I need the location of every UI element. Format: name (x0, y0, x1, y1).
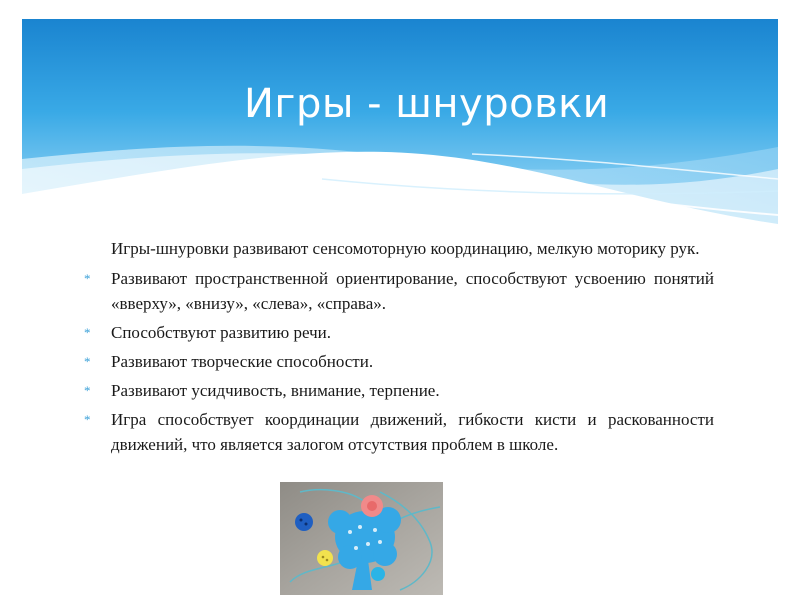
bullet-icon: * (84, 271, 91, 286)
slide-title: Игры - шнуровки (244, 81, 610, 127)
list-item (84, 266, 714, 316)
bullet-list (84, 266, 714, 457)
list-item (84, 407, 714, 457)
list-item-text: Развивают творческие способности. (111, 352, 374, 371)
bullet-icon: * (84, 383, 91, 398)
lacing-toy-photo (280, 482, 443, 595)
intro-paragraph: Игры-шнуровки развивают сенсомоторную координацию, мелкую моторику рук. (111, 239, 700, 258)
list-item-text: Развивают пространственной ориентирование, способствуют усвоению понятий «вверху», «внизу», «слева», «справа». (111, 269, 714, 313)
list-item-text: Развивают усидчивость, внимание, терпение. (111, 381, 440, 400)
bullet-icon: * (84, 354, 91, 369)
bullet-icon: * (84, 412, 91, 427)
list-item-text: Способствуют развитию речи. (111, 323, 332, 342)
bullet-icon: * (84, 325, 91, 340)
list-item (84, 378, 714, 403)
list-item (84, 349, 714, 374)
list-item-text: Игра способствует координации движений, гибкости кисти и раскованности движений, что является залогом отсутствия проблем в школе. (111, 410, 714, 454)
list-item (84, 320, 714, 345)
content-body (84, 236, 714, 461)
header-banner (22, 19, 778, 224)
lacing-toy-image (280, 482, 443, 595)
